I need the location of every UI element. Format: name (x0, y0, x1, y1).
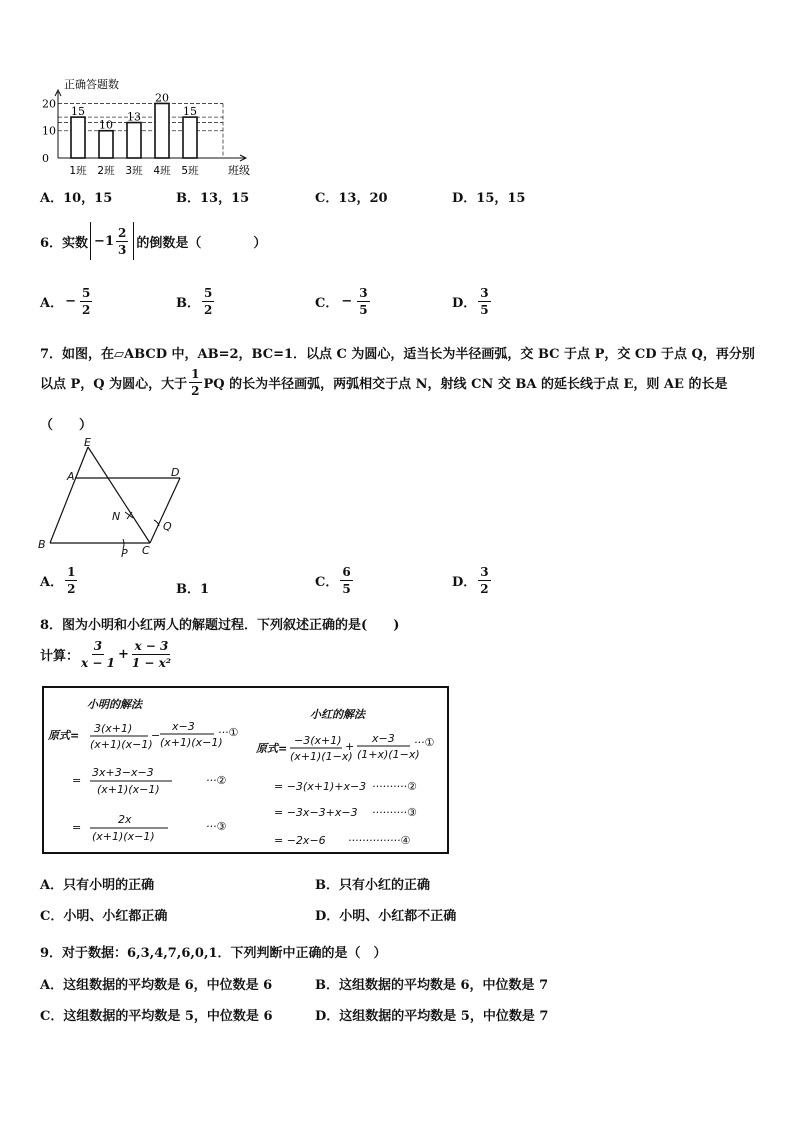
xm3-num: 2x (118, 813, 132, 826)
bar-1班 (71, 117, 85, 158)
data-label: 10 (99, 118, 113, 132)
xh1-num: −3(x+1) (294, 734, 342, 747)
frac-num: 3 (480, 286, 489, 300)
x-axis-label: 班级 (228, 164, 250, 177)
xh1-den: (x+1)(1−x) (290, 750, 353, 763)
label-c: C (142, 544, 150, 557)
q6-suffix: 的倒数是（ ） (136, 235, 267, 251)
label-e: E (84, 436, 91, 449)
q8-expression (40, 640, 173, 669)
xm2-num: 3x+3−x−3 (92, 766, 154, 779)
segment-dc (150, 478, 180, 543)
frac-den: 5 (359, 303, 368, 317)
xm2-tag: ···② (206, 774, 227, 787)
q7-line-2-b: PQ 的长为半径画弧，两弧相交于点 N，射线 CN 交 BA 的延长线于点 E，则 AE 的长是 (203, 377, 728, 392)
parallelogram-figure (30, 436, 200, 566)
option-sign: − (65, 294, 76, 309)
xm2-eq: = (72, 774, 82, 787)
frac-num: 5 (82, 286, 91, 300)
label-b: B (38, 538, 46, 551)
frac-den: x − 1 (81, 656, 115, 670)
xm3-den: (x+1)(x−1) (92, 830, 155, 843)
x-tick-label: 4班 (153, 165, 171, 177)
xh3-tag: ··········③ (372, 806, 417, 819)
q8-option-c[interactable]: C．小明、小红都正确 (40, 909, 168, 924)
chart-title: 正确答题数 (64, 78, 119, 91)
frac-den: 1 − x² (131, 656, 172, 670)
bar-3班 (127, 123, 141, 158)
frac-num: 3 (359, 286, 368, 300)
xiaohong-prefix: 原式= (256, 742, 288, 755)
x-tick-label: 1班 (69, 165, 87, 177)
arc-q (154, 520, 159, 526)
calc-label: 计算： (40, 649, 80, 664)
q9-option-a[interactable]: A．这组数据的平均数是 6，中位数是 6 (40, 978, 273, 993)
option-letter: A． (40, 575, 64, 590)
frac-den: 2 (67, 582, 76, 596)
xiaohong-title: 小红的解法 (310, 708, 365, 721)
q6-prefix: 6．实数 (40, 235, 89, 251)
xiaoming-title: 小明的解法 (87, 698, 142, 711)
xh4-tag: ···············④ (348, 834, 411, 847)
xm1-den2: (x+1)(x−1) (160, 736, 223, 749)
q6-abs-den: 3 (118, 242, 127, 257)
q6-option-a[interactable] (40, 287, 94, 316)
frac-den: 2 (82, 303, 91, 317)
data-label: 20 (155, 91, 169, 105)
q7-option-a[interactable] (40, 566, 79, 595)
xm2-den: (x+1)(x−1) (97, 783, 160, 796)
xh2-tag: ··········② (372, 780, 417, 793)
q6-option-b[interactable] (176, 287, 216, 316)
option-letter: A． (40, 296, 64, 311)
bar-2班 (99, 131, 113, 158)
option-letter: D． (452, 296, 477, 311)
q5-option-d[interactable]: D．15，15 (452, 191, 526, 206)
q5-option-b[interactable]: B．13，15 (176, 191, 250, 206)
y-tick-label: 20 (42, 97, 56, 111)
q9-stem: 9．对于数据：6,3,4,7,6,0,1．下列判断中正确的是（ ） (40, 946, 387, 961)
xm1-tag: ···① (218, 726, 239, 739)
q9-option-d[interactable]: D．这组数据的平均数是 5，中位数是 7 (315, 1009, 549, 1024)
frac-num: x − 3 (134, 639, 169, 653)
xm3-eq: = (72, 821, 82, 834)
label-d: D (171, 466, 180, 479)
xh1-tag: ···① (414, 736, 435, 749)
q6-abs-integer: −1 (94, 233, 114, 249)
xh1-num2: x−3 (372, 732, 395, 745)
xiaoming-prefix: 原式= (48, 729, 80, 742)
frac-den: 5 (342, 582, 351, 596)
frac-den: 5 (480, 303, 489, 317)
ray-cn (88, 447, 150, 543)
q8-option-b[interactable]: B．只有小红的正确 (315, 878, 430, 893)
xm1-num2: x−3 (172, 720, 195, 733)
data-label: 13 (127, 110, 141, 124)
label-a: A (67, 470, 75, 483)
xm3-tag: ···③ (206, 820, 227, 833)
y-tick-label: 0 (42, 152, 49, 165)
bar-4班 (155, 103, 169, 158)
xm1-op: − (151, 729, 161, 742)
frac-den: 2 (480, 582, 489, 596)
bar-chart (30, 72, 260, 180)
segment-be (50, 447, 88, 543)
frac-den: 2 (191, 384, 200, 398)
q7-line-1: 7．如图，在▱ABCD 中，AB=2，BC=1．以点 C 为圆心，适当长为半径画弧，交 BC 于点 P，交 CD 于点 Q，再分别 (40, 347, 755, 362)
q7-line-3: （ ） (40, 418, 93, 433)
q6-option-c[interactable] (315, 287, 372, 316)
option-letter: D． (452, 575, 477, 590)
q6-stem (40, 222, 266, 260)
frac-num: 1 (191, 367, 200, 381)
q6-absolute-value (90, 222, 134, 260)
frac-num: 6 (342, 565, 351, 579)
option-letter: C． (315, 575, 339, 590)
data-label: 15 (183, 105, 197, 119)
handwritten-solutions (42, 686, 450, 856)
q8-option-a[interactable]: A．只有小明的正确 (40, 878, 155, 893)
q7-line-2-a: 以点 P，Q 为圆心，大于 (40, 377, 188, 392)
option-letter: C． (315, 296, 339, 311)
label-p: P (121, 547, 128, 560)
frac-num: 3 (480, 565, 489, 579)
q5-option-a[interactable]: A．10，15 (40, 191, 113, 206)
x-tick-label: 2班 (97, 165, 115, 177)
frac-num: 5 (204, 286, 213, 300)
q7-option-d[interactable] (452, 566, 493, 595)
q5-option-c[interactable]: C．13，20 (315, 191, 388, 206)
frac-num: 3 (93, 639, 103, 653)
xh3-text: = −3x−3+x−3 (274, 806, 358, 819)
option-sign: − (341, 294, 353, 309)
x-tick-label: 3班 (125, 165, 143, 177)
frac-num: 1 (67, 565, 76, 579)
data-label: 15 (71, 105, 85, 119)
bar-5班 (183, 117, 197, 158)
q6-option-d[interactable] (452, 287, 493, 316)
q8-option-d[interactable]: D．小明、小红都不正确 (315, 909, 457, 924)
y-tick-label: 10 (42, 124, 56, 138)
q6-abs-num: 2 (118, 225, 127, 240)
q7-option-c[interactable] (315, 566, 355, 595)
q7-line-2 (40, 368, 727, 397)
x-tick-label: 5班 (181, 165, 199, 177)
label-n: N (112, 510, 121, 523)
label-q: Q (163, 520, 172, 533)
option-letter: B． (176, 296, 200, 311)
q8-stem: 8．图为小明和小红两人的解题过程．下列叙述正确的是( ) (40, 618, 400, 633)
xm1-den: (x+1)(x−1) (90, 738, 153, 751)
frac-den: 2 (204, 303, 213, 317)
xm1-num: 3(x+1) (94, 722, 133, 735)
plus-sign: + (117, 647, 129, 662)
xh2-text: = −3(x+1)+x−3 (274, 780, 367, 793)
q7-option-b[interactable]: B．1 (176, 582, 210, 597)
xh4-text: = −2x−6 (274, 834, 326, 847)
q9-option-b[interactable]: B．这组数据的平均数是 6，中位数是 7 (315, 978, 549, 993)
xh1-den2: (1+x)(1−x) (357, 748, 420, 761)
q9-option-c[interactable]: C．这组数据的平均数是 5，中位数是 6 (40, 1009, 273, 1024)
xh1-op: + (345, 740, 355, 753)
